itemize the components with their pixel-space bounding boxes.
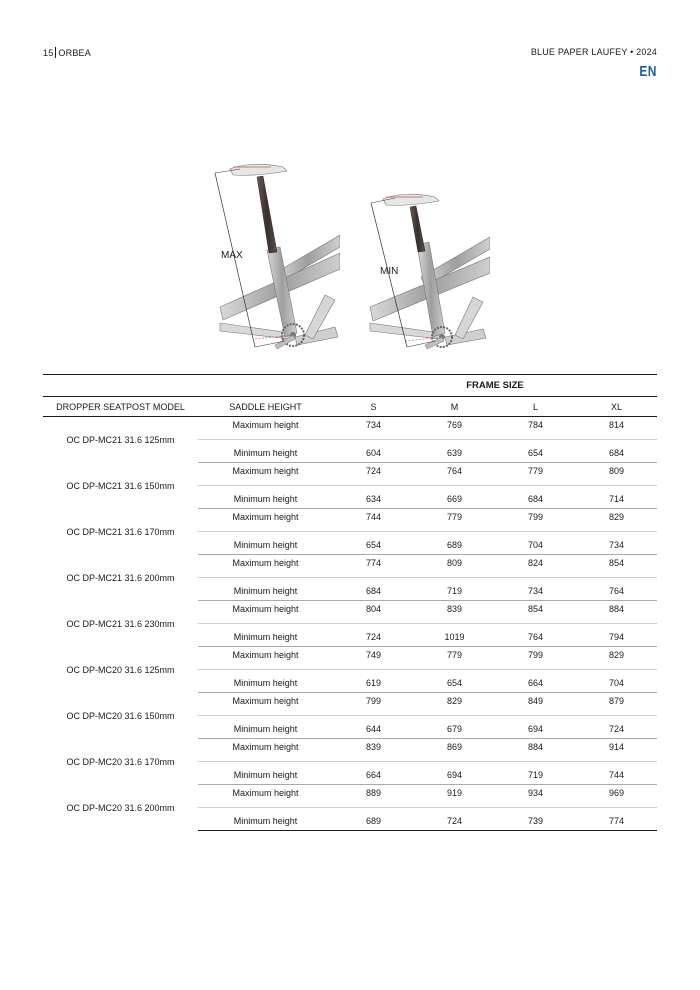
max-height-value: 779	[414, 509, 495, 532]
saddle-height-max-label: Maximum height	[198, 785, 333, 808]
min-height-value: 689	[333, 808, 414, 831]
min-height-value: 734	[495, 578, 576, 601]
max-height-value: 914	[576, 739, 657, 762]
max-height-value: 779	[495, 463, 576, 486]
max-height-value: 854	[495, 601, 576, 624]
min-height-value: 714	[576, 486, 657, 509]
col-header-model: DROPPER SEATPOST MODEL	[43, 397, 198, 417]
min-height-value: 694	[414, 762, 495, 785]
saddle-height-max-label: Maximum height	[198, 417, 333, 440]
max-height-value: 969	[576, 785, 657, 808]
min-height-value: 724	[576, 716, 657, 739]
table-row	[43, 647, 657, 670]
brand-name: ORBEA	[58, 47, 91, 58]
col-header-size-m: M	[414, 397, 495, 417]
max-height-value: 824	[495, 555, 576, 578]
table-row	[43, 739, 657, 762]
min-height-value: 694	[495, 716, 576, 739]
min-height-value: 684	[576, 440, 657, 463]
seatpost-model: OC DP-MC21 31.6 150mm	[66, 480, 175, 491]
seatpost-model: OC DP-MC21 31.6 200mm	[66, 572, 175, 583]
saddle-height-min-label: Minimum height	[198, 716, 333, 739]
max-height-value: 829	[576, 509, 657, 532]
saddle-height-min-illustration	[365, 185, 490, 355]
saddle-height-min-label: Minimum height	[198, 578, 333, 601]
saddle-height-max-illustration	[205, 155, 340, 355]
table-row	[43, 785, 657, 808]
saddle-height-min-label: Minimum height	[198, 532, 333, 555]
saddle-height-max-label: Maximum height	[198, 601, 333, 624]
seatpost-model: OC DP-MC20 31.6 200mm	[66, 802, 175, 813]
min-height-value: 704	[495, 532, 576, 555]
max-height-value: 799	[495, 647, 576, 670]
min-height-value: 689	[414, 532, 495, 555]
max-height-value: 839	[333, 739, 414, 762]
table-row	[43, 693, 657, 716]
min-height-value: 764	[495, 624, 576, 647]
min-height-value: 679	[414, 716, 495, 739]
max-height-value: 889	[333, 785, 414, 808]
table-row	[43, 555, 657, 578]
max-label: MAX	[221, 250, 243, 261]
max-height-value: 884	[576, 601, 657, 624]
saddle-height-max-label: Maximum height	[198, 509, 333, 532]
seatpost-model: OC DP-MC21 31.6 170mm	[66, 526, 175, 537]
max-height-value: 804	[333, 601, 414, 624]
max-height-value: 829	[414, 693, 495, 716]
max-height-value: 769	[414, 417, 495, 440]
table-row	[43, 601, 657, 624]
col-header-saddle-height: SADDLE HEIGHT	[198, 397, 333, 417]
min-height-value: 734	[576, 532, 657, 555]
min-height-value: 654	[495, 440, 576, 463]
max-height-value: 764	[414, 463, 495, 486]
saddle-height-min-label: Minimum height	[198, 762, 333, 785]
min-height-value: 654	[333, 532, 414, 555]
max-height-value: 934	[495, 785, 576, 808]
max-height-value: 799	[495, 509, 576, 532]
saddle-height-min-label: Minimum height	[198, 670, 333, 693]
min-height-value: 794	[576, 624, 657, 647]
saddle-height-min-label: Minimum height	[198, 624, 333, 647]
min-height-value: 669	[414, 486, 495, 509]
saddle-height-max-label: Maximum height	[198, 555, 333, 578]
table-row	[43, 509, 657, 532]
saddle-height-max-label: Maximum height	[198, 739, 333, 762]
min-height-value: 684	[495, 486, 576, 509]
max-height-value: 774	[333, 555, 414, 578]
max-height-value: 919	[414, 785, 495, 808]
max-height-value: 879	[576, 693, 657, 716]
seatpost-size-table	[43, 374, 657, 831]
saddle-height-min-label: Minimum height	[198, 808, 333, 831]
document-title: BLUE PAPER LAUFEY • 2024	[530, 47, 657, 57]
seatpost-model: OC DP-MC20 31.6 125mm	[66, 664, 175, 675]
min-height-value: 619	[333, 670, 414, 693]
language-badge: EN	[639, 63, 657, 80]
max-height-value: 724	[333, 463, 414, 486]
max-height-value: 814	[576, 417, 657, 440]
min-height-value: 639	[414, 440, 495, 463]
max-height-value: 744	[333, 509, 414, 532]
max-height-value: 869	[414, 739, 495, 762]
header-divider	[55, 47, 56, 58]
table-row	[43, 463, 657, 486]
saddle-height-max-label: Maximum height	[198, 463, 333, 486]
max-height-value: 779	[414, 647, 495, 670]
column-header-row	[43, 397, 657, 417]
seatpost-model: OC DP-MC21 31.6 125mm	[66, 434, 175, 445]
min-height-value: 604	[333, 440, 414, 463]
min-height-value: 719	[495, 762, 576, 785]
min-height-value: 664	[333, 762, 414, 785]
min-height-value: 634	[333, 486, 414, 509]
page-number: 15	[43, 47, 54, 58]
max-height-value: 799	[333, 693, 414, 716]
max-height-value: 884	[495, 739, 576, 762]
page-header-left	[43, 47, 91, 58]
max-height-value: 809	[414, 555, 495, 578]
min-height-value: 739	[495, 808, 576, 831]
seatpost-model: OC DP-MC20 31.6 150mm	[66, 710, 175, 721]
table-row	[43, 417, 657, 440]
min-height-value: 704	[576, 670, 657, 693]
saddle-height-max-label: Maximum height	[198, 693, 333, 716]
max-height-value: 839	[414, 601, 495, 624]
max-height-value: 784	[495, 417, 576, 440]
col-header-size-s: S	[333, 397, 414, 417]
max-height-value: 734	[333, 417, 414, 440]
saddle-height-min-label: Minimum height	[198, 486, 333, 509]
min-height-value: 744	[576, 762, 657, 785]
min-height-value: 664	[495, 670, 576, 693]
max-height-value: 849	[495, 693, 576, 716]
max-height-value: 829	[576, 647, 657, 670]
min-height-value: 719	[414, 578, 495, 601]
min-height-value: 774	[576, 808, 657, 831]
saddle-height-max-label: Maximum height	[198, 647, 333, 670]
min-height-value: 724	[414, 808, 495, 831]
col-header-size-xl: XL	[576, 397, 657, 417]
min-height-value: 1019	[414, 624, 495, 647]
col-header-size-l: L	[495, 397, 576, 417]
min-label: MIN	[380, 266, 399, 277]
min-height-value: 684	[333, 578, 414, 601]
max-height-value: 749	[333, 647, 414, 670]
min-height-value: 654	[414, 670, 495, 693]
frame-size-label: FRAME SIZE	[333, 375, 657, 397]
seatpost-model: OC DP-MC21 31.6 230mm	[66, 618, 175, 629]
min-height-value: 724	[333, 624, 414, 647]
seatpost-model: OC DP-MC20 31.6 170mm	[66, 756, 175, 767]
max-height-value: 854	[576, 555, 657, 578]
max-height-value: 809	[576, 463, 657, 486]
frame-size-header-row	[43, 375, 657, 397]
min-height-value: 764	[576, 578, 657, 601]
min-height-value: 644	[333, 716, 414, 739]
saddle-height-min-label: Minimum height	[198, 440, 333, 463]
